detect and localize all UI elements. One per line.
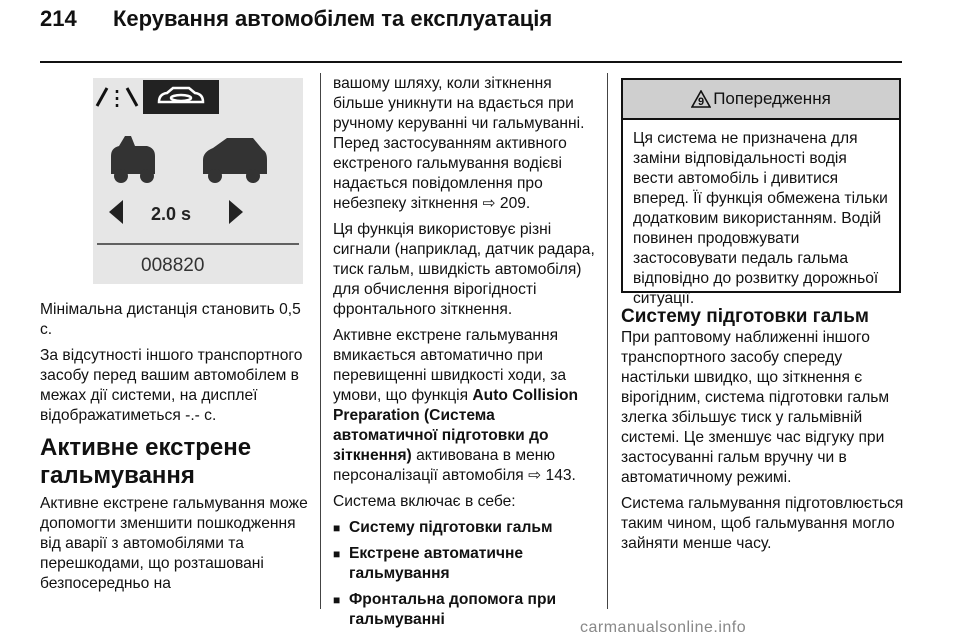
- time-gap-text: 2.0 s: [151, 204, 192, 224]
- paragraph: Система гальмування підготовлюється таким чином, щоб гальмування могло зайняти менше часу.: [621, 495, 904, 552]
- car-front-icon-2: [203, 138, 267, 183]
- display-figure: [93, 78, 303, 284]
- paragraph: Мінімальна дистанція становить 0,5 с.: [40, 301, 301, 338]
- column-2: [333, 74, 601, 636]
- column-divider-1: [320, 73, 321, 609]
- right-arrow-icon: [229, 200, 243, 224]
- column-3: [621, 306, 905, 560]
- section-heading: Систему підготовки гальм: [621, 306, 869, 327]
- column-1: [40, 300, 310, 600]
- paragraph: Активне екстрене гальмування може допомогти зменшити пошкодження від аварії з автомобілями та перешкодами, що розташовані безпосередньо на: [40, 495, 308, 592]
- page-ref[interactable]: 143.: [545, 467, 576, 484]
- list-item: ■ Фронтальна допомога при гальмуванні: [333, 590, 601, 630]
- header-rule: [40, 61, 902, 63]
- odometer-text: 008820: [141, 255, 205, 276]
- section-heading: Активне екстрене гальмування: [40, 434, 252, 489]
- warning-box: [621, 78, 901, 307]
- warning-title: Попередження: [713, 89, 831, 108]
- function-name: Auto Collision Preparation (Система автоматичної підготовки до зіткнення): [333, 387, 579, 464]
- warning-text: Ця система не призначена для заміни відповідальності водія вести автомобіль і дивитися вперед. Її функція обмежена тільки додатковим використанням. Водій повинен продовжувати застосовувати педаль гальма відповідно до розвитку дорожньої ситуації.: [633, 130, 888, 307]
- page-ref-icon: ⇨: [528, 467, 542, 484]
- warning-header: [623, 80, 899, 120]
- page-title: Керування автомобілем та експлуатація: [113, 6, 553, 31]
- car-tab-bg: [143, 80, 219, 114]
- left-arrow-icon: [109, 200, 123, 224]
- feature-list: [333, 518, 601, 630]
- paragraph: Активне екстрене гальмування вмикається автоматично при перевищенні швидкості ходи, за умови, що функція Auto Collision Preparation (Система автоматичної підготовки до зіткнення) активована в меню персоналізації автомобіля ⇨ 143.: [333, 327, 579, 484]
- paragraph: Система включає в себе:: [333, 493, 516, 510]
- column-divider-2: [607, 73, 608, 609]
- page-number: 214: [40, 6, 77, 31]
- list-item: ■ Екстрене автоматичне гальмування: [333, 544, 601, 584]
- paragraph: За відсутності іншого транспортного засобу перед вашим автомобілем в межах дії системи, на дисплеї відображатиметься -.- с.: [40, 347, 303, 424]
- paragraph: Ця функція використовує різні сигнали (наприклад, датчик радара, тиск гальм, швидкість автомобіля) для обчислення вірогідності фронтального зіткнення.: [333, 221, 595, 318]
- watermark: carmanualsonline.info: [580, 619, 747, 636]
- page-ref-icon: ⇨: [482, 195, 496, 212]
- paragraph: При раптовому наближенні іншого транспортного засобу спереду настільки швидко, що зіткнення є вірогідним, система підготовки гальм злегка збільшує тиск у гальмівній системі. Це зменшує час відгуку при застосуванні гальм вручну чи в автоматичному режимі.: [621, 329, 890, 486]
- list-item: ■ Систему підготовки гальм: [333, 518, 601, 538]
- lane-icon: [97, 88, 137, 107]
- paragraph: вашому шляху, коли зіткнення більше уникнути на вдається при ручному керуванні чи гальмуванні. Перед застосуванням активного екстреного гальмування водієві надається повідомлення про небезпеку зіткнення ⇨ 209.: [333, 75, 585, 212]
- page-ref[interactable]: 209.: [499, 195, 531, 212]
- svg-text:9: 9: [698, 96, 705, 108]
- warning-icon: [691, 90, 711, 108]
- car-rear-icon: [111, 136, 155, 183]
- display-illustration: [93, 78, 303, 284]
